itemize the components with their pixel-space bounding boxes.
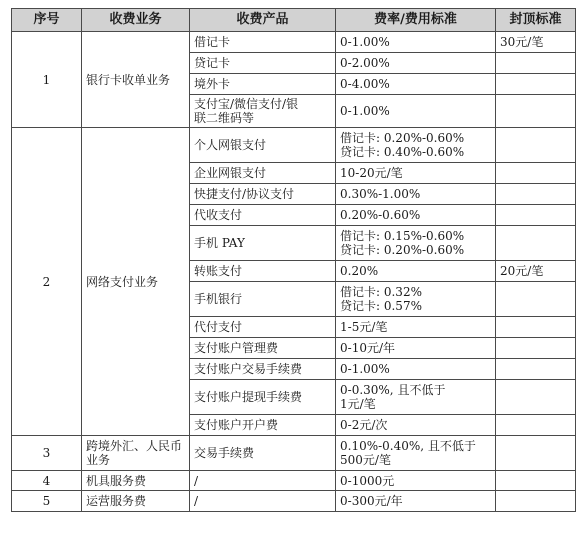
cap-cell xyxy=(496,53,576,74)
cap-cell xyxy=(496,95,576,128)
product-line: 支付账户开户费 xyxy=(194,418,279,432)
product-cell xyxy=(190,380,336,415)
product-line: 支付账户交易手续费 xyxy=(194,362,303,376)
rate-line: 借记卡: 0.15%-0.60% xyxy=(340,229,465,243)
rate-line: 500元/笔 xyxy=(340,453,391,467)
fee-table-body xyxy=(12,32,576,512)
product-line: 企业网银支付 xyxy=(194,166,267,180)
row-number: 4 xyxy=(12,471,82,491)
product-line: 借记卡 xyxy=(194,35,231,49)
rate-cell xyxy=(336,74,496,95)
product-cell xyxy=(190,74,336,95)
row-number: 1 xyxy=(12,32,82,128)
product-cell xyxy=(190,226,336,261)
product-line: 快捷支付/协议支付 xyxy=(194,187,295,201)
product-cell xyxy=(190,32,336,53)
header-rate: 费率/费用标准 xyxy=(336,9,496,32)
product-cell xyxy=(190,261,336,282)
product-cell xyxy=(190,317,336,338)
product-cell xyxy=(190,491,336,512)
product-line: 交易手续费 xyxy=(194,446,255,460)
header-cap: 封顶标准 xyxy=(496,9,576,32)
product-line: 贷记卡 xyxy=(194,56,231,70)
rate-cell xyxy=(336,226,496,261)
cap-cell xyxy=(496,415,576,436)
rate-line: 借记卡: 0.32% xyxy=(340,285,422,299)
row-number: 3 xyxy=(12,436,82,471)
cap-cell xyxy=(496,74,576,95)
cap-cell: 30元/笔 xyxy=(496,32,576,53)
cap-cell xyxy=(496,436,576,471)
product-cell xyxy=(190,205,336,226)
table-row xyxy=(12,436,576,471)
product-cell xyxy=(190,128,336,163)
header-row xyxy=(12,9,576,32)
product-cell xyxy=(190,359,336,380)
rate-cell xyxy=(336,471,496,491)
rate-line: 0.20%-0.60% xyxy=(340,208,421,222)
product-line: 转账支付 xyxy=(194,264,243,278)
table-row xyxy=(12,491,576,512)
product-line: 代付支付 xyxy=(194,320,243,334)
rate-cell xyxy=(336,436,496,471)
product-cell xyxy=(190,184,336,205)
rate-cell xyxy=(336,32,496,53)
product-cell xyxy=(190,415,336,436)
product-line: 手机银行 xyxy=(194,292,243,306)
header-business: 收费业务 xyxy=(82,9,190,32)
row-number: 2 xyxy=(12,128,82,436)
rate-line: 0-1000元 xyxy=(340,473,395,488)
rate-cell xyxy=(336,53,496,74)
rate-line: 0-10元/年 xyxy=(340,341,396,355)
rate-line: 10-20元/笔 xyxy=(340,166,403,180)
rate-cell xyxy=(336,163,496,184)
product-cell xyxy=(190,53,336,74)
business-name: 机具服务费 xyxy=(82,471,190,491)
product-line: 支付账户管理费 xyxy=(194,341,279,355)
rate-line: 1元/笔 xyxy=(340,397,376,411)
rate-cell xyxy=(336,261,496,282)
rate-cell xyxy=(336,95,496,128)
rate-line: 1-5元/笔 xyxy=(340,320,388,334)
product-line: / xyxy=(194,494,199,508)
rate-line: 0-4.00% xyxy=(340,77,390,91)
product-cell xyxy=(190,436,336,471)
business-name: 跨境外汇、人民币业务 xyxy=(82,436,190,471)
product-line: 支付宝/微信支付/银 xyxy=(194,97,299,111)
rate-line: 贷记卡: 0.20%-0.60% xyxy=(340,243,465,257)
rate-line: 0.10%-0.40%, 且不低于 xyxy=(340,439,476,453)
cap-cell xyxy=(496,317,576,338)
product-line: 境外卡 xyxy=(194,77,231,91)
rate-cell xyxy=(336,128,496,163)
rate-line: 0-0.30%, 且不低于 xyxy=(340,383,446,397)
product-line: / xyxy=(194,473,199,488)
business-name: 银行卡收单业务 xyxy=(82,32,190,128)
cap-cell xyxy=(496,359,576,380)
rate-line: 0-1.00% xyxy=(340,104,390,118)
cap-cell xyxy=(496,205,576,226)
cap-cell xyxy=(496,282,576,317)
rate-cell xyxy=(336,282,496,317)
rate-cell xyxy=(336,491,496,512)
business-name: 运营服务费 xyxy=(82,491,190,512)
cap-cell xyxy=(496,491,576,512)
rate-line: 0.20% xyxy=(340,264,379,278)
rate-line: 0-2.00% xyxy=(340,56,390,70)
product-cell xyxy=(190,338,336,359)
rate-cell xyxy=(336,415,496,436)
cap-cell xyxy=(496,338,576,359)
rate-line: 贷记卡: 0.40%-0.60% xyxy=(340,145,465,159)
cap-cell: 20元/笔 xyxy=(496,261,576,282)
cap-cell xyxy=(496,471,576,491)
rate-line: 0-1.00% xyxy=(340,362,390,376)
rate-cell xyxy=(336,380,496,415)
row-number: 5 xyxy=(12,491,82,512)
cap-cell xyxy=(496,128,576,163)
product-cell xyxy=(190,163,336,184)
cap-cell xyxy=(496,184,576,205)
cap-cell xyxy=(496,380,576,415)
product-line: 个人网银支付 xyxy=(194,138,267,152)
cap-cell xyxy=(496,226,576,261)
rate-line: 0.30%-1.00% xyxy=(340,187,421,201)
cap-cell xyxy=(496,163,576,184)
table-row xyxy=(12,32,576,53)
rate-line: 0-1.00% xyxy=(340,35,390,49)
rate-cell xyxy=(336,359,496,380)
table-row xyxy=(12,471,576,491)
table-row xyxy=(12,128,576,163)
business-name: 网络支付业务 xyxy=(82,128,190,436)
rate-cell xyxy=(336,338,496,359)
rate-line: 贷记卡: 0.57% xyxy=(340,299,422,313)
rate-line: 借记卡: 0.20%-0.60% xyxy=(340,131,465,145)
product-cell xyxy=(190,282,336,317)
fee-table xyxy=(11,8,576,512)
header-product: 收费产品 xyxy=(190,9,336,32)
rate-line: 0-300元/年 xyxy=(340,494,403,508)
rate-cell xyxy=(336,317,496,338)
product-line: 代收支付 xyxy=(194,208,243,222)
product-cell xyxy=(190,471,336,491)
product-cell xyxy=(190,95,336,128)
header-no: 序号 xyxy=(12,9,82,32)
product-line: 联二维码等 xyxy=(194,111,255,125)
rate-cell xyxy=(336,205,496,226)
rate-cell xyxy=(336,184,496,205)
product-line: 支付账户提现手续费 xyxy=(194,390,303,404)
product-line: 手机 PAY xyxy=(194,236,245,250)
rate-line: 0-2元/次 xyxy=(340,418,388,432)
